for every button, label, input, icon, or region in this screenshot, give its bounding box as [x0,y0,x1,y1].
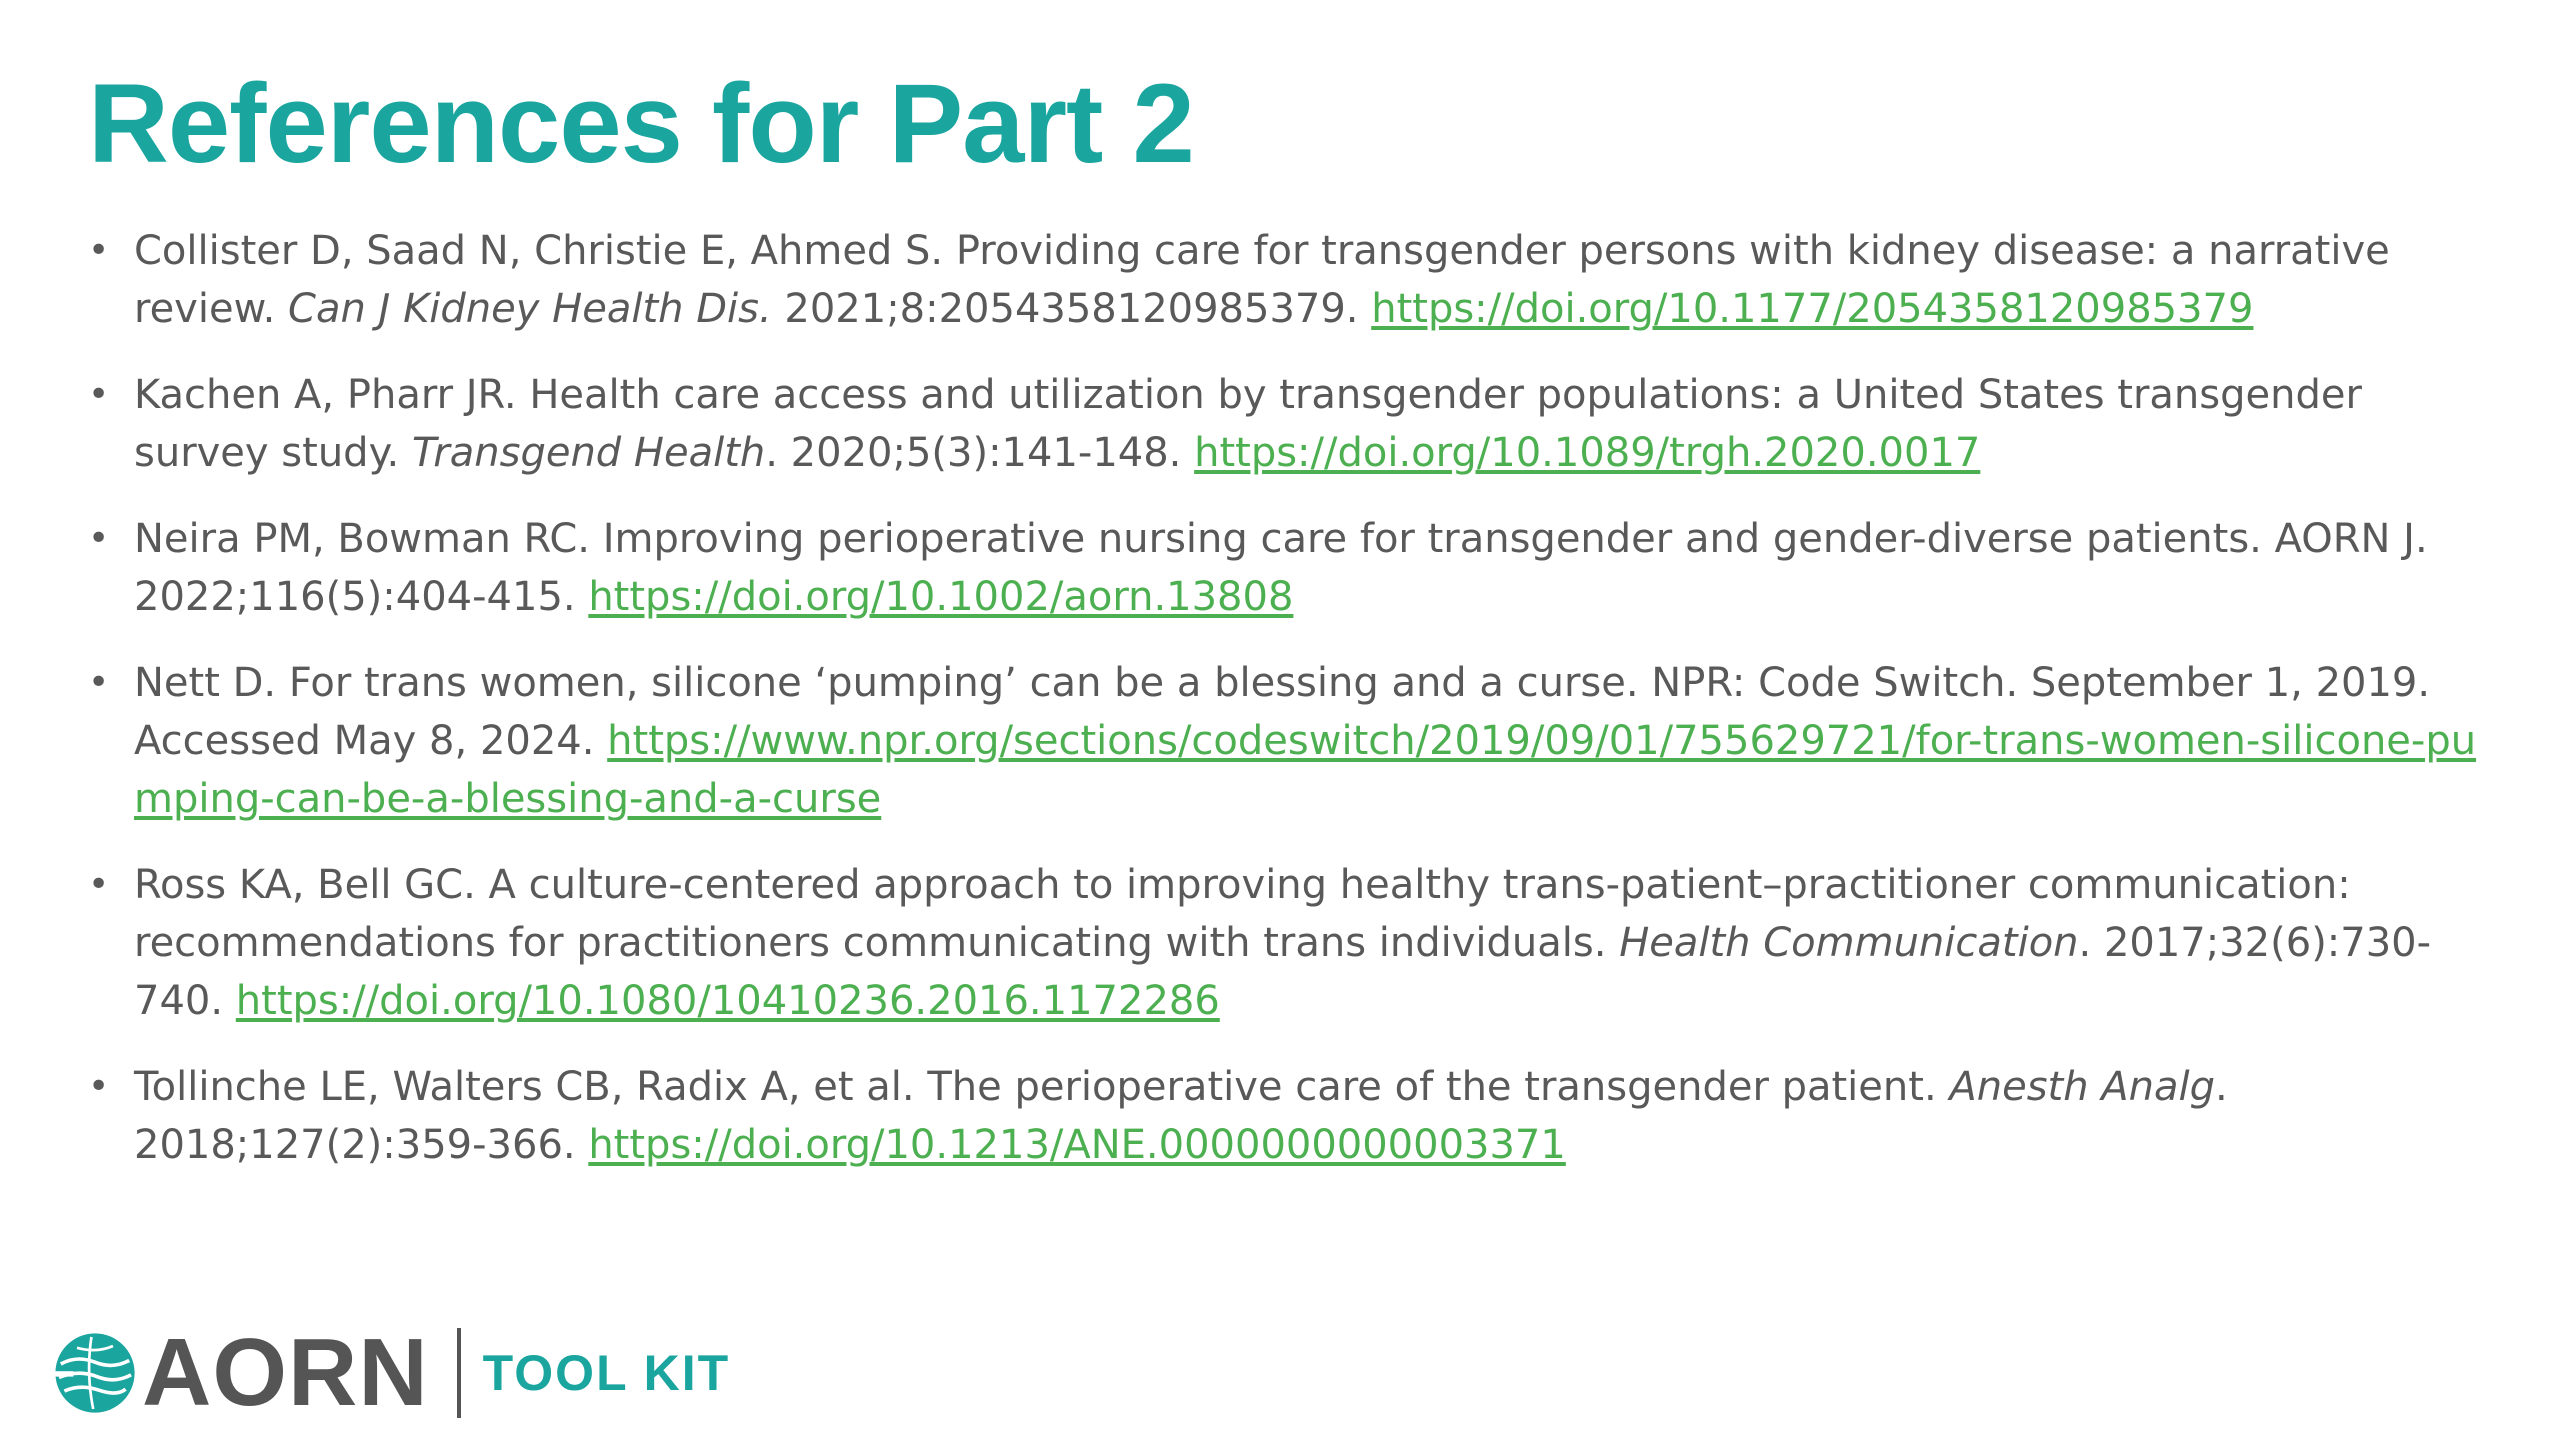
reference-item [88,1058,2508,1174]
bullet-icon: • [88,518,110,559]
globe-icon [50,1328,140,1418]
reference-journal: Can J Kidney Health Dis. [288,286,772,332]
bullet-icon: • [88,662,110,703]
bullet-icon: • [88,1066,110,1107]
reference-link[interactable]: https://doi.org/10.1080/10410236.2016.1172286 [235,978,1220,1024]
logo-subtitle: TOOL KIT [482,1345,731,1401]
bullet-icon: • [88,864,110,905]
reference-journal: Transgend Health [411,430,766,476]
reference-item [88,856,2508,1030]
reference-link[interactable]: https://www.npr.org/sections/codeswitch/2019/09/01/755629721/for-trans-women-silicone-pumping-can-be-a-blessing-and-a-curse [134,718,2477,822]
reference-text: Kachen A, Pharr JR. Health care access and utilization by transgender populations: a United States transgender survey study. [134,372,2362,476]
reference-item [88,654,2508,828]
reference-journal: Health Communication [1619,920,2079,966]
reference-link[interactable]: https://doi.org/10.1089/trgh.2020.0017 [1194,430,1981,476]
reference-item [88,366,2508,482]
reference-link[interactable]: https://doi.org/10.1177/2054358120985379 [1371,286,2254,332]
aorn-toolkit-logo [50,1318,730,1428]
reference-text: Neira PM, Bowman RC. Improving perioperative nursing care for transgender and gender-diverse patients. AORN J. 2022;116(5):404-415. [134,516,2428,620]
bullet-icon: • [88,230,110,271]
bullet-icon: • [88,374,110,415]
reference-item [88,222,2508,338]
reference-journal: Anesth Analg [1949,1064,2216,1110]
page-title: References for Part 2 [88,61,1194,186]
reference-text: Collister D, Saad N, Christie E, Ahmed S. Providing care for transgender persons with kidney disease: a narrative review. [134,228,2390,332]
reference-citation: . 2018;127(2):359-366. [134,1064,2228,1168]
reference-item [88,510,2508,626]
reference-list [88,222,2508,1202]
reference-link[interactable]: https://doi.org/10.1213/ANE.0000000000003371 [588,1122,1566,1168]
reference-link[interactable]: https://doi.org/10.1002/aorn.13808 [588,574,1294,620]
reference-citation: 2021;8:2054358120985379. [771,286,1372,332]
logo-wordmark: AORN [142,1319,429,1426]
reference-citation: . 2017;32(6):730-740. [134,920,2432,1024]
reference-text: Ross KA, Bell GC. A culture-centered approach to improving healthy trans-patient–practitioner communication: recommendations for practitioners communicating with trans individuals. [134,862,2351,966]
reference-text: Tollinche LE, Walters CB, Radix A, et al. The perioperative care of the transgender patient. [134,1064,1950,1110]
reference-citation: . 2020;5(3):141-148. [765,430,1195,476]
logo-divider [457,1328,461,1418]
reference-text: Nett D. For trans women, silicone ‘pumping’ can be a blessing and a curse. NPR: Code Switch. September 1, 2019. Accessed May 8, 2024. [134,660,2431,764]
